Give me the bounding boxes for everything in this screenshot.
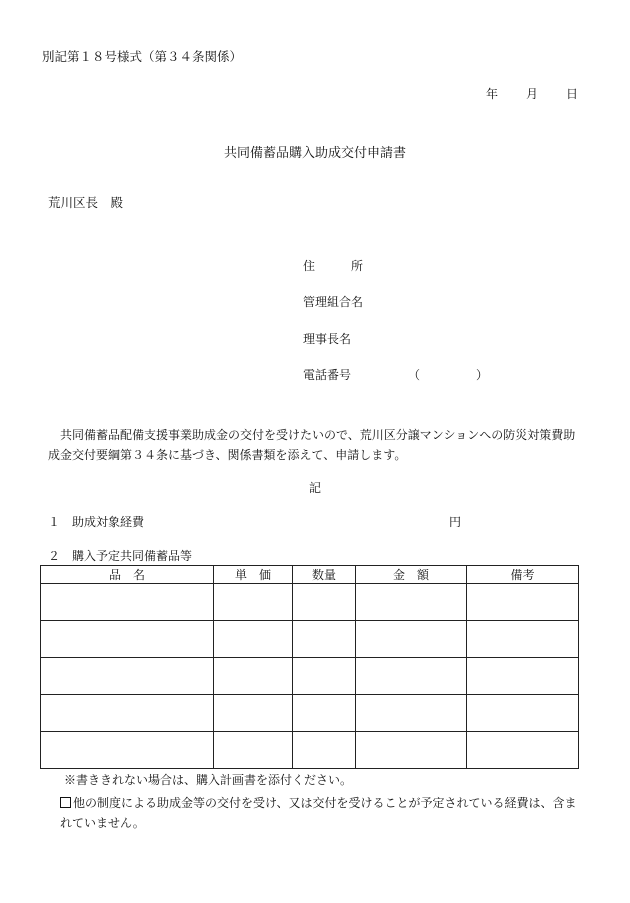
- cell-amount[interactable]: [356, 621, 467, 658]
- cell-unit-price[interactable]: [214, 584, 293, 621]
- cell-remarks[interactable]: [467, 732, 579, 769]
- ki-heading: 記: [308, 481, 321, 495]
- phone-paren-close: ）: [476, 368, 489, 382]
- note-attach-plan: ※書ききれない場合は、購入計画書を添付ください。: [64, 773, 353, 787]
- header-remarks: 備考: [467, 566, 579, 584]
- cell-item-name[interactable]: [41, 658, 214, 695]
- header-unit-price: 単 価: [214, 566, 293, 584]
- date-day-label: 日: [566, 87, 579, 101]
- document-title: 共同備蓄品購入助成交付申請書: [223, 146, 406, 161]
- note-other-subsidy-text: 他の制度による助成金等の交付を受け、又は交付を受けることが予定されている経費は、含まれていません。: [60, 796, 577, 830]
- cell-quantity[interactable]: [293, 695, 356, 732]
- date-row: [486, 85, 578, 102]
- cell-quantity[interactable]: [293, 621, 356, 658]
- table-row: [41, 732, 579, 769]
- phone-paren-open: （: [408, 368, 421, 382]
- cell-item-name[interactable]: [41, 584, 214, 621]
- other-subsidy-checkbox[interactable]: [60, 797, 71, 808]
- cell-unit-price[interactable]: [214, 732, 293, 769]
- cell-amount[interactable]: [356, 732, 467, 769]
- phone-number-label: 電話番号: [303, 368, 352, 382]
- cell-quantity[interactable]: [293, 658, 356, 695]
- application-body-text: 共同備蓄品配備支援事業助成金の交付を受けたいので、荒川区分譲マンションへの防災対策費助成金交付要綱第３４条に基づき、関係書類を添えて、申請します。: [48, 428, 576, 462]
- cell-unit-price[interactable]: [214, 621, 293, 658]
- table-row: [41, 695, 579, 732]
- header-quantity: 数量: [293, 566, 356, 584]
- cell-remarks[interactable]: [467, 695, 579, 732]
- note-other-subsidy: [60, 793, 582, 833]
- association-name-label: 管理組合名: [303, 295, 364, 309]
- cell-remarks[interactable]: [467, 658, 579, 695]
- header-item-name: 品 名: [41, 566, 214, 584]
- item1-yen-unit: 円: [449, 515, 462, 529]
- form-number: 別記第１８号様式（第３４条関係）: [42, 49, 243, 64]
- cell-item-name[interactable]: [41, 732, 214, 769]
- cell-item-name[interactable]: [41, 621, 214, 658]
- header-amount: 金 額: [356, 566, 467, 584]
- address-label: 住 所: [303, 259, 364, 273]
- addressee: 荒川区長 殿: [48, 195, 124, 210]
- cell-quantity[interactable]: [293, 732, 356, 769]
- table-header-row: [41, 566, 579, 584]
- item1-subsidy-cost-label: １ 助成対象経費: [48, 515, 145, 529]
- chairman-name-label: 理事長名: [303, 332, 352, 346]
- cell-amount[interactable]: [356, 695, 467, 732]
- date-year-label: 年: [486, 87, 499, 101]
- cell-unit-price[interactable]: [214, 695, 293, 732]
- table-row: [41, 621, 579, 658]
- cell-amount[interactable]: [356, 584, 467, 621]
- cell-quantity[interactable]: [293, 584, 356, 621]
- cell-unit-price[interactable]: [214, 658, 293, 695]
- cell-remarks[interactable]: [467, 584, 579, 621]
- item2-planned-goods-label: ２ 購入予定共同備蓄品等: [48, 549, 193, 563]
- table-row: [41, 658, 579, 695]
- cell-amount[interactable]: [356, 658, 467, 695]
- date-month-label: 月: [526, 87, 539, 101]
- goods-table: [40, 565, 579, 769]
- cell-item-name[interactable]: [41, 695, 214, 732]
- table-row: [41, 584, 579, 621]
- cell-remarks[interactable]: [467, 621, 579, 658]
